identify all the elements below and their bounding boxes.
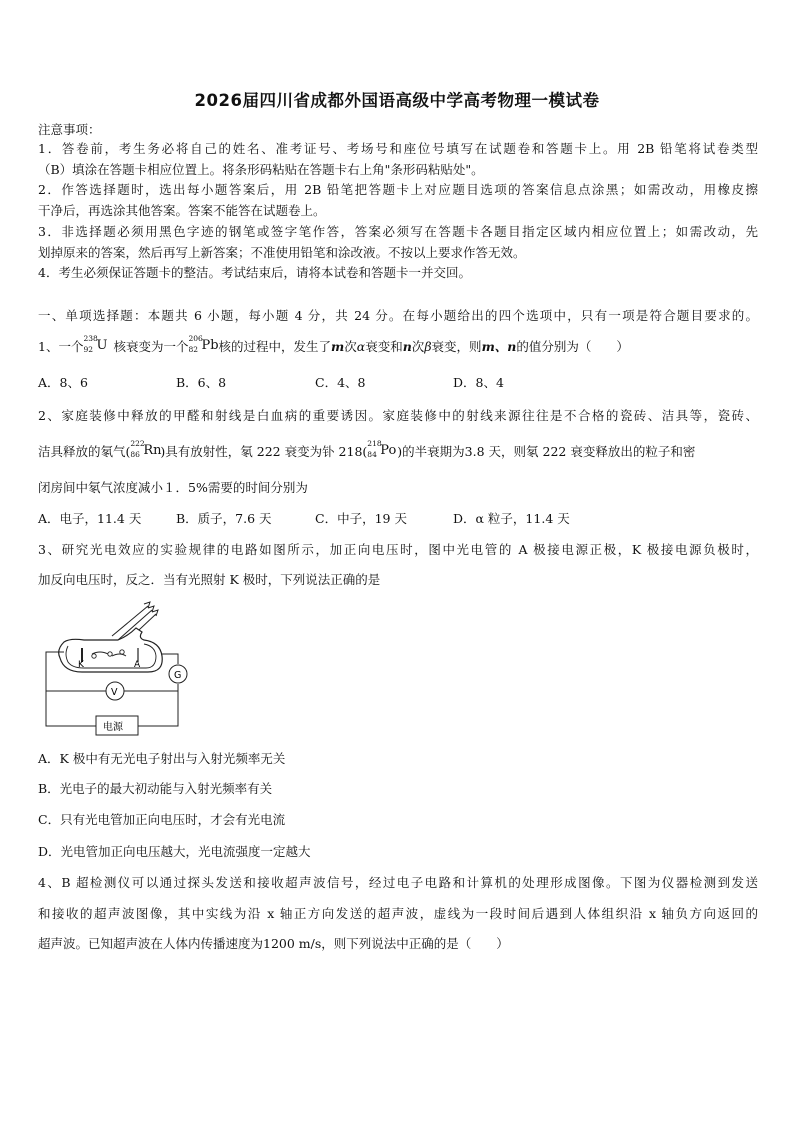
q1-text7: 的值分别为（ ）: [516, 339, 629, 354]
cathode-label: K: [78, 660, 84, 670]
notice-item-2b: 干净后，再选涂其他答案。答案不能答在试题卷上。: [38, 203, 326, 218]
q1-text2: 核的过程中，发生了: [218, 339, 331, 354]
q1-option-a[interactable]: A．8、6: [38, 375, 88, 390]
po-symbol: Po: [380, 443, 397, 458]
q2-option-d[interactable]: D．α 粒子，11.4 天: [453, 511, 570, 526]
q1-n: n: [402, 339, 412, 354]
q3-option-a[interactable]: A．K 极中有无光电子射出与入射光频率无关: [38, 751, 286, 766]
rn-mass: 222: [130, 439, 145, 448]
question-1: [38, 334, 758, 356]
photocell-tube: [59, 628, 163, 672]
q3-option-b[interactable]: B．光电子的最大初动能与入射光频率有关: [38, 781, 273, 796]
q2-line-3: 闭房间中氡气浓度减小１．5%需要的时间分别为: [38, 480, 308, 495]
q1-beta: β: [424, 339, 432, 354]
notice-item-3b: 划掉原来的答案，然后再写上新答案；不准使用铅笔和涂改液。不按以上要求作答无效。: [38, 245, 526, 260]
po-number: 84: [367, 450, 377, 459]
notice-item-1b: （B）填涂在答题卡相应位置上。将条形码粘贴在答题卡右上角"条形码粘贴处"。: [38, 162, 484, 177]
q2-option-c[interactable]: C．中子，19 天: [315, 511, 407, 526]
po-mass: 218: [367, 439, 382, 448]
notice-item-4: 4．考生必须保证答题卡的整洁。考试结束后，请将本试卷和答题卡一并交回。: [38, 265, 471, 280]
exam-title: 2026届四川省成都外国语高级中学高考物理一模试卷: [194, 91, 600, 110]
q1-mn: m、n: [481, 339, 517, 354]
rn-symbol: Rn: [143, 443, 162, 458]
q2-line-1: 2、家庭装修中释放的甲醛和射线是白血病的重要诱因。家庭装修中的射线来源往往是不合格的瓷砖、洁具等，瓷砖、: [38, 408, 758, 423]
u-number: 92: [83, 345, 93, 354]
q4-line-1: 4、B 超检测仪可以通过探头发送和接收超声波信号，经过电子电路和计算机的处理形成图像。下图为仪器检测到发送: [38, 875, 758, 890]
q1-option-c[interactable]: C．4、8: [315, 375, 366, 390]
q2-option-a[interactable]: A．电子，11.4 天: [38, 511, 142, 526]
u-symbol: U: [96, 338, 108, 353]
q3-option-c[interactable]: C．只有光电管加正向电压时，才会有光电流: [38, 812, 286, 827]
polonium-nuclide: [367, 439, 397, 460]
q2-text-c: )的半衰期为3.8 天，则氡 222 衰变释放出的粒子和密: [397, 444, 696, 459]
voltmeter-label: V: [111, 687, 118, 698]
q4-line-2: 和接收的超声波图像，其中实线为沿 x 轴正方向发送的超声波，虚线为一段时间后遇到人体组织沿 x 轴负方向返回的: [38, 906, 758, 921]
q1-text5: 次: [411, 339, 425, 354]
anode-label: A: [134, 660, 141, 670]
q1-m: m: [330, 339, 345, 354]
notice-heading: 注意事项：: [38, 122, 101, 137]
q3-line-2: 加反向电压时，反之．当有光照射 K 极时，下列说法正确的是: [38, 572, 381, 587]
q1-prefix: 1、一个: [38, 339, 84, 354]
notice-item-1a: 1．答卷前，考生务必将自己的姓名、准考证号、考场号和座位号填写在试题卷和答题卡上。用 2B 铅笔将试卷类型: [38, 141, 758, 156]
q1-text3: 次: [344, 339, 357, 354]
power-supply-label: 电源: [103, 722, 123, 733]
q1-text6: 衰变，则: [431, 339, 482, 354]
galvanometer-label: G: [174, 670, 182, 681]
q1-option-d[interactable]: D．8、4: [453, 375, 504, 390]
photoelectric-circuit-diagram: [38, 592, 198, 738]
pb-mass: 206: [188, 334, 203, 343]
q4-line-3: 超声波。已知超声波在人体内传播速度为1200 m/s，则下列说法中正确的是（ ）: [38, 936, 509, 951]
q3-line-1: 3、研究光电效应的实验规律的电路如图所示，加正向电压时，图中光电管的 A 极接电源正极，K 极接电源负极时，: [38, 542, 758, 557]
q1-alpha: α: [356, 339, 366, 354]
q1-mid: 核衰变为一个: [113, 339, 189, 354]
q1-option-b[interactable]: B．6、8: [176, 375, 227, 390]
notice-item-2a: 2．作答选择题时，选出每小题答案后，用 2B 铅笔把答题卡上对应题目选项的答案信息点涂黑；如需改动，用橡皮擦: [38, 182, 758, 197]
rn-number: 86: [130, 450, 140, 459]
pb-number: 82: [188, 345, 199, 354]
q3-option-d[interactable]: D．光电管加正向电压越大，光电流强度一定越大: [38, 844, 311, 859]
uranium-nuclide: [83, 334, 113, 355]
pb-symbol: Pb: [201, 338, 219, 353]
q2-text-b: )具有放射性，氡 222 衰变为钋 218(: [160, 444, 368, 459]
q2-option-b[interactable]: B．质子，7.6 天: [176, 511, 272, 526]
section-heading: 一、单项选择题：本题共 6 小题，每小题 4 分，共 24 分。在每小题给出的四个选项中，只有一项是符合题目要求的。: [38, 308, 758, 323]
q2-text-a: 洁具释放的氡气(: [38, 444, 131, 459]
radon-nuclide: [130, 439, 162, 460]
lead-nuclide: [188, 334, 219, 355]
u-mass: 238: [83, 334, 98, 343]
q1-text4: 衰变和: [365, 339, 403, 354]
q2-line-2: [38, 439, 758, 461]
notice-item-3a: 3．非选择题必须用黑色字迹的钢笔或签字笔作答，答案必须写在答题卡各题目指定区域内相应位置上；如需改动，先: [38, 224, 758, 239]
